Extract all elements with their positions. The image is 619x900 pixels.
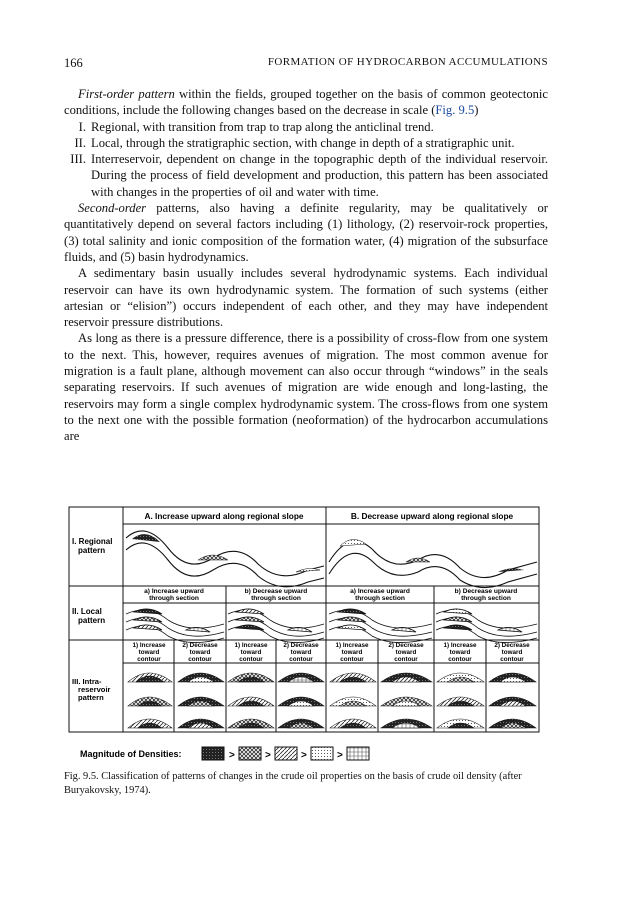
emphasis: First-order pattern — [78, 87, 175, 101]
subheader-b-a: a) Increase upward through section — [350, 588, 410, 602]
subheader-c4: 2) Decrease toward contour — [283, 642, 319, 663]
legend-swatch-dots — [311, 747, 333, 760]
subheader-c1: 1) Increase toward contour — [132, 642, 166, 663]
legend-swatch-hatch — [275, 747, 297, 760]
row-label-local: II. Local pattern — [72, 607, 106, 625]
paragraph: As long as there is a pressure difference, there is a possibility of cross-flow from one system to the next. This, however, requires avenues of migration. The most common avenue for migration is a fault plane, although movement can also occur through “windows” in the seals separating reservoirs. If such avenues of migration are wide enough and long-lasting, the reservoirs may form a single complex hydrodynamic system. The cross-flows from one system to the next one with the possible formation (neoformation) of the hydrocarbon accumulations are — [64, 331, 548, 444]
regional-pattern-b-drawing — [329, 539, 537, 587]
subheader-c2: 2) Decrease toward contour — [182, 642, 218, 663]
legend-swatch-dense — [202, 747, 224, 760]
list-number: I. — [78, 119, 86, 134]
local-pattern-drawing — [126, 609, 537, 643]
figure-caption: Fig. 9.5. Classification of patterns of changes in the crude oil properties on the basis of crude oil density (after Buryakovsky, 1974). — [64, 771, 522, 796]
paragraph-text: within the fields, grouped together on the basis of common geotectonic conditions, include the following changes based on the decrease in scale ( — [64, 87, 549, 118]
list-item — [64, 135, 548, 151]
list-number: II. — [74, 135, 86, 150]
subheader-c3: 1) Increase toward contour — [234, 642, 268, 663]
subheader-c8: 2) Decrease toward contour — [494, 642, 530, 663]
list-item — [64, 119, 548, 135]
page-header — [64, 56, 548, 72]
subheader-c7: 1) Increase toward contour — [443, 642, 477, 663]
column-header-a: A. Increase upward along regional slope — [144, 511, 304, 521]
list-text: Regional, with transition from trap to trap along the anticlinal trend. — [91, 119, 434, 134]
paragraph: A sedimentary basin usually includes several hydrodynamic systems. Each individual reservoir can have its own hydrodynamic system. The formation of such systems (either artesian or “elision”) occurs independent of each other, and they may have independent reservoir pressure distributions. — [64, 266, 548, 330]
list-text: Interreservoir, dependent on change in the topographic depth of the individual reservoir. During the process of field development and production, this pattern has been associated with changes in the properties of oil and water with time. — [91, 152, 548, 199]
subheader-a-b: b) Decrease upward through section — [244, 588, 308, 602]
paragraph-text: ) — [474, 103, 479, 118]
subheader-c6: 2) Decrease toward contour — [388, 642, 424, 663]
legend-separator: > — [265, 750, 271, 761]
body-text — [64, 86, 548, 445]
legend-label: Magnitude of Densities: — [80, 749, 182, 759]
subheader-c5: 1) Increase toward contour — [335, 642, 369, 663]
page-number: 166 — [64, 56, 83, 70]
row-label-intrareservoir: III. Intra-reservoir pattern — [72, 677, 111, 702]
running-title: FORMATION OF HYDROCARBON ACCUMULATIONS — [267, 56, 548, 68]
figure-link[interactable]: Fig. 9.5 — [435, 103, 475, 118]
list-text: Local, through the stratigraphic section, with change in depth of a stratigraphic unit. — [91, 135, 515, 150]
paragraph-text: patterns, also having a definite regularity, may be qualitatively or quantitatively depend on several factors including (1) lithology, (2) reservoir-rock properties, (3) total salinity and ionic composition of the formation water, (4) migration of the subsurface fluids, and (5) basin hydrodynamics. — [64, 201, 548, 264]
subheader-b-b: b) Decrease upward through section — [454, 588, 518, 602]
figure — [68, 506, 544, 768]
classification-diagram — [68, 506, 544, 768]
legend-separator: > — [229, 750, 235, 761]
legend-separator: > — [337, 750, 343, 761]
legend-swatch-grid — [347, 747, 369, 760]
regional-pattern-a-drawing — [126, 531, 324, 587]
legend-swatch-cross — [239, 747, 261, 760]
paragraph — [64, 200, 548, 265]
paragraph — [64, 86, 548, 119]
column-header-b: B. Decrease upward along regional slope — [350, 511, 514, 521]
density-legend — [80, 747, 369, 761]
row-label-regional: I. Regional pattern — [72, 537, 113, 555]
intrareservoir-pattern-drawing — [128, 673, 536, 728]
list-number: III. — [70, 152, 86, 167]
emphasis: Second-order — [78, 201, 147, 216]
subheader-a-a: a) Increase upward through section — [144, 588, 204, 602]
legend-separator: > — [301, 750, 307, 761]
list-item — [64, 151, 548, 200]
